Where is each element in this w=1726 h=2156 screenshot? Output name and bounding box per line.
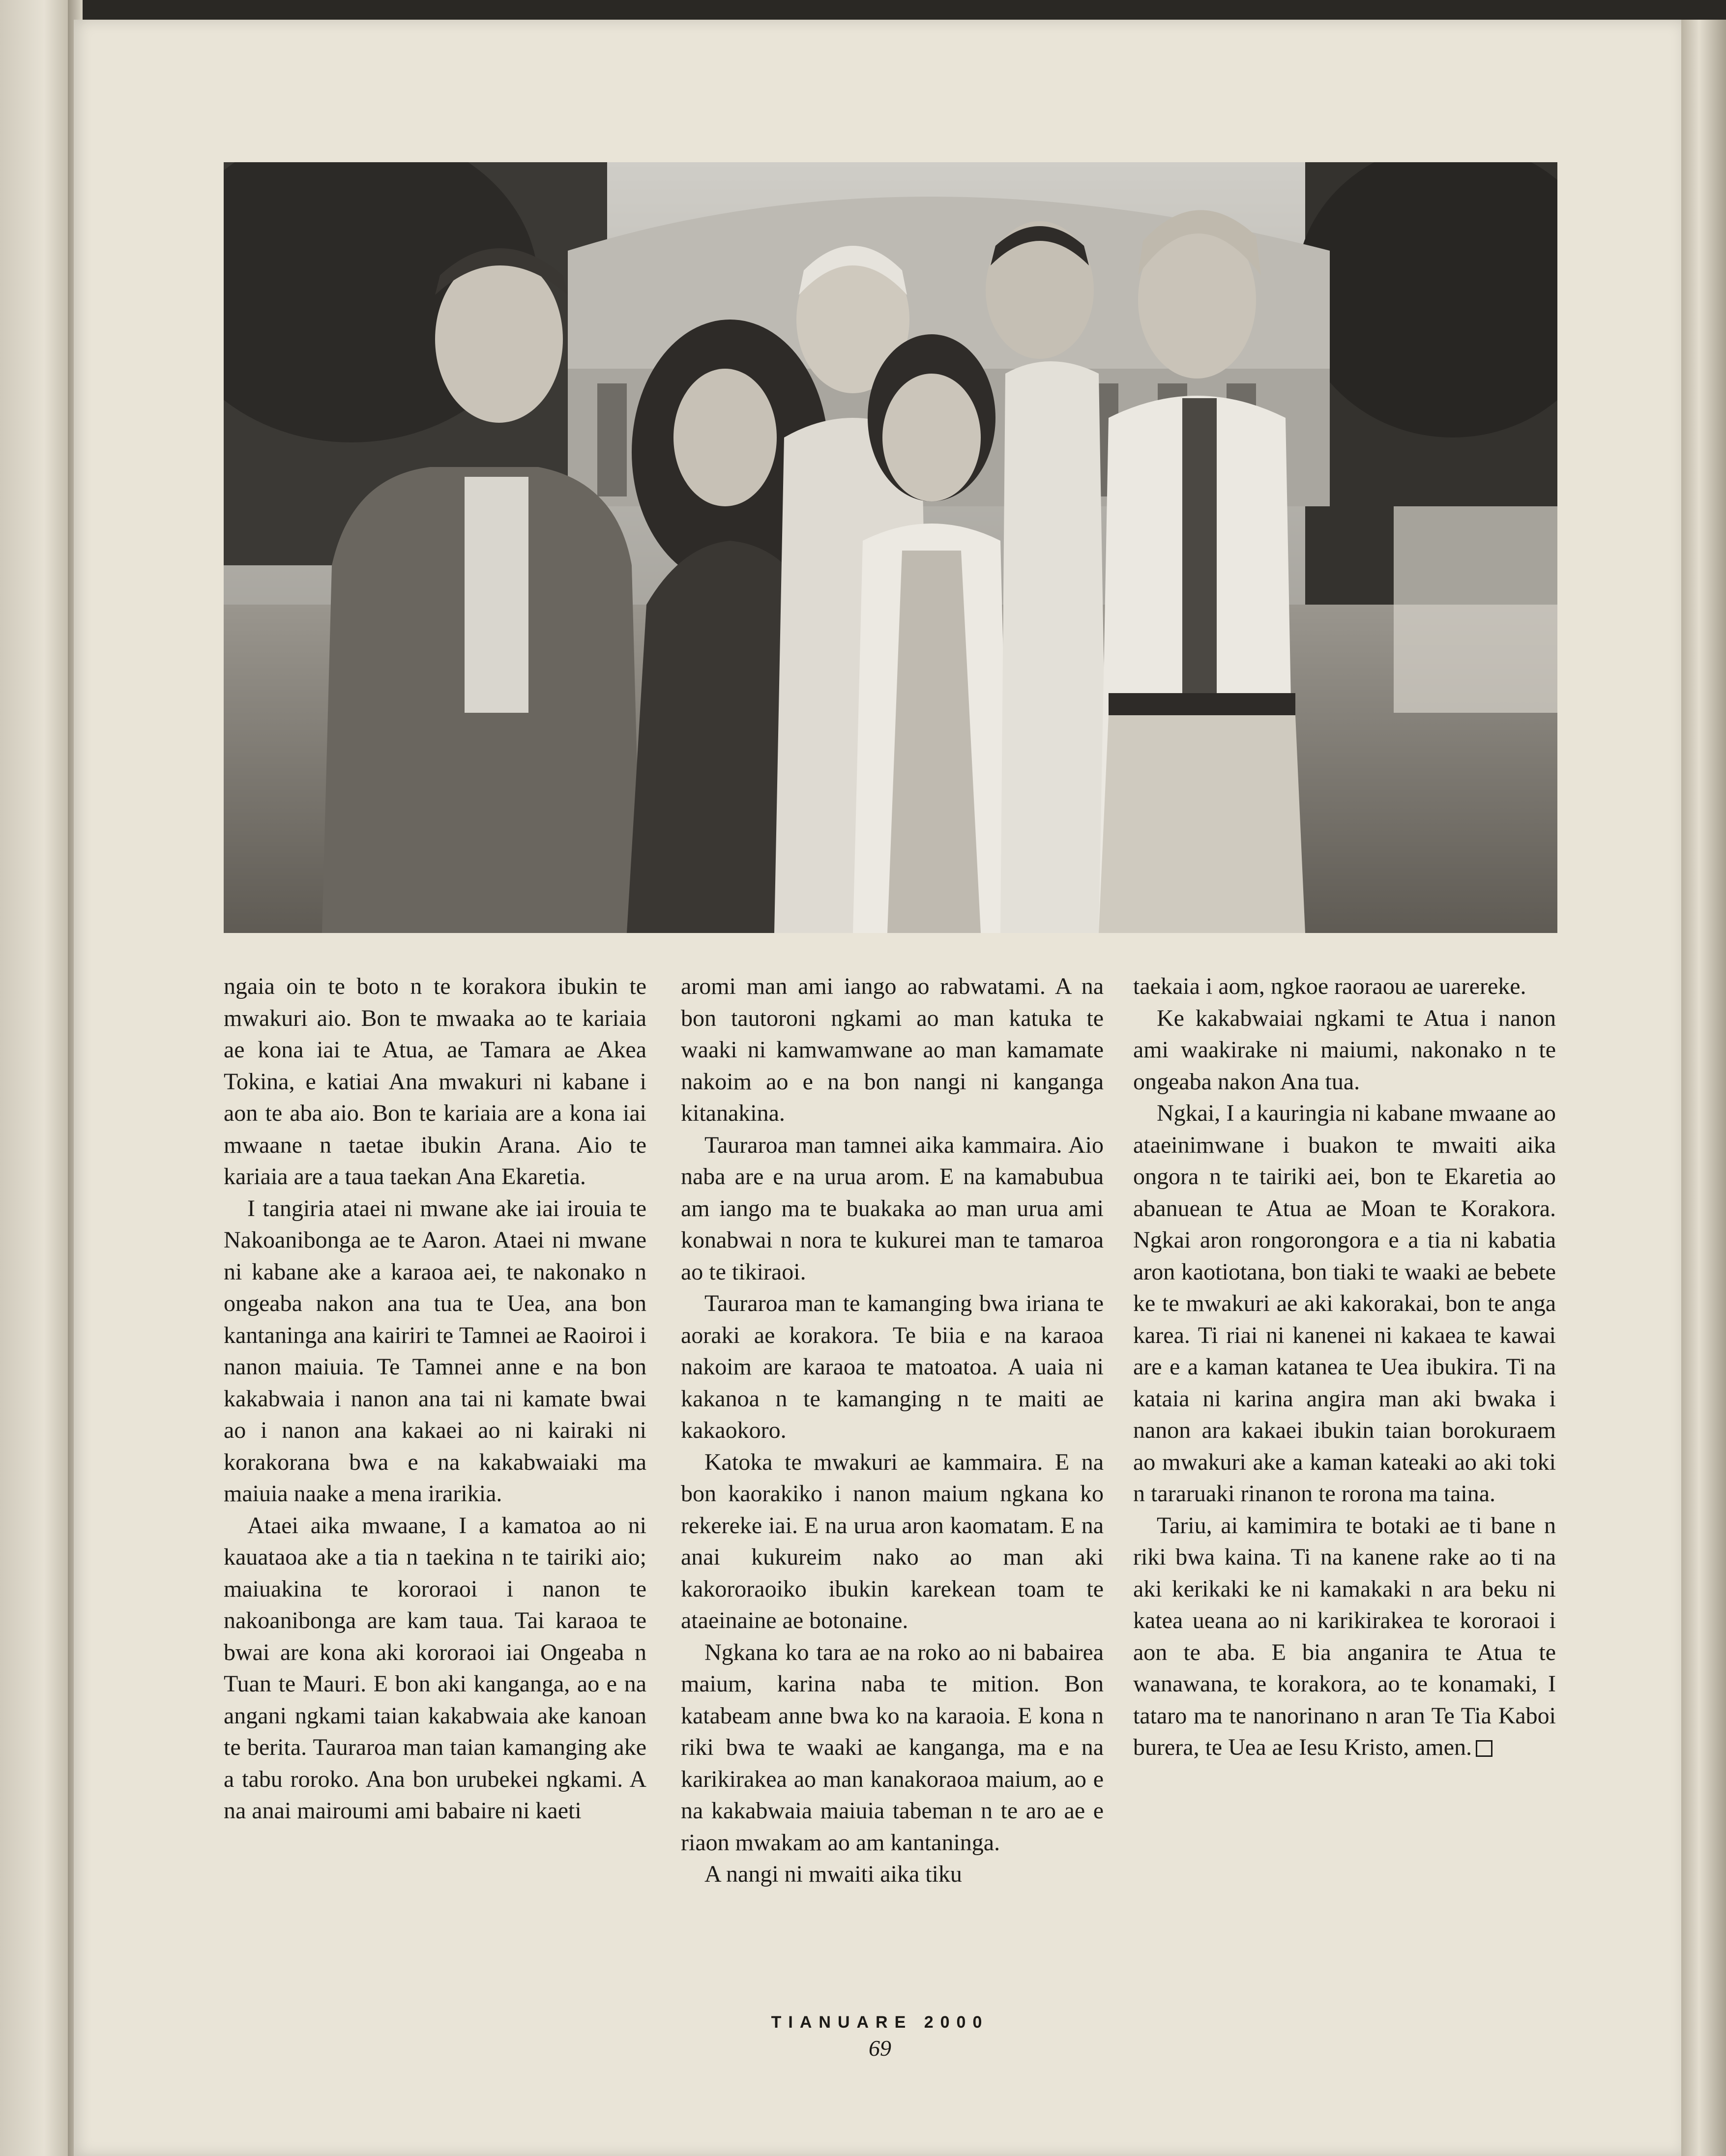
group-photo: [224, 162, 1557, 933]
magazine-issue-title: TIANUARE 2000: [771, 2013, 989, 2032]
text-column-1: [224, 971, 646, 1827]
paragraph: Ke kakabwaiai ngkami te Atua i nanon ami waakirake ni maiumi, nakonako n te ongeaba nakon Ana tua.: [1133, 1005, 1556, 1095]
paragraph: taekaia i aom, ngkoe raoraou ae uarereke.: [1133, 973, 1526, 999]
paragraph: Tauraroa man tamnei aika kammaira. Aio naba are e na urua arom. E na kamabubua am iango ma te buakaka ao man urua ami konabwai n nora te kukurei man te tamaroa ao te tikiraoi.: [681, 1132, 1104, 1285]
text-column-3: [1133, 971, 1556, 1764]
text-column-2: [681, 971, 1104, 1891]
paragraph: I tangiria ataei ni mwane ake iai irouia te Nakoanibonga ae te Aaron. Ataei ni mwane ni kabane ake a karaoa aei, te nakonako n ongeaba nakon ana tua te Uea, ana bon kantaninga ana kairiri te Tamnei ae Raoiroi i nanon maiuia. Te Tamnei anne e na bon kakabwaia i nanon ana tai ni kamate bwai ao i nanon ana kakaei ao ni kairaki ni korakorana bwa e na kakabwaiaki ma maiuia naake a mena irarikia.: [224, 1195, 646, 1507]
paragraph: Ataei aika mwaane, I a kamatoa ao ni kauataoa ake a tia n taekina n te tairiki aio; maiuakina te kororaoi i nanon te nakoanibonga are kam taua. Tai karaoa te bwai are kona aki kororaoi iai Ongeaba n Tuan te Mauri. E bon aki kanganga, ao e na angani ngkami taian kakabwaia ake kanoan te berita. Tauraroa man taian kamanging ake a tabu roroko. Ana bon urubekei ngkami. A na anai mairoumi ami babaire ni kaeti: [224, 1512, 646, 1824]
paragraph: Katoka te mwakuri ae kammaira. E na bon kaorakiko i nanon maium ngkana ko rekereke iai. E na urua aron kaomatam. E na anai kukureim nako ao man aki kakororaoiko ibukin karekean toam te ataeinaine ae botonaine.: [681, 1449, 1104, 1633]
paragraph-final-text: Tariu, ai kamimira te botaki ae ti bane n riki bwa kaina. Ti na kanene rake ao ti na aki kerikaki ke ni kamakaki n ara beku ni katea ueana ao ni karikirakea te kororaoi i aon te aba. E bia anganira te Atua te wanawana, te korakora, ao te konamaki, I tataro ma te nanorinano n aran Te Tia Kaboi burera, te Uea ae Iesu Kristo, amen.: [1133, 1512, 1556, 1760]
page-number: 69: [869, 2036, 891, 2061]
right-page-edge: [1681, 20, 1726, 2156]
paragraph: Tauraroa man te kamanging bwa iriana te aoraki ae korakora. Te biia e na karaoa nakoim are karaoa te matoatoa. A uaia ni kakanoa n te kamanging n te maiti ae kakaokoro.: [681, 1290, 1104, 1443]
paragraph: A nangi ni mwaiti aika tiku: [704, 1861, 962, 1887]
paragraph: aromi man ami iango ao rabwatami. A na bon tautoroni ngkami ao man katuka te waaki ni kamwamwane ao man kamamate nakoim ao e na bon nangi ni kanganga kitanakina.: [681, 973, 1104, 1126]
end-mark-icon: [1476, 1740, 1492, 1757]
left-page-edge: [0, 0, 74, 2156]
paragraph-final: [1133, 1510, 1556, 1764]
paragraph: Ngkai, I a kauringia ni kabane mwaane ao ataeinimwane i buakon te mwaiti aika ongora n te tairiki aei, bon te Ekaretia ao abanuean te Atua ae Moan te Korakora. Ngkai aron rongorongora e a tia ni kabatia aron kaotiotana, bon tiaki te waaki ae bebete ke te mwakuri ae aki kakorakai, bon te anga karea. Ti riai ni kanenei ni kakaea te kawai are e a kaman katanea te Uea ibukira. Ti na kataia ni karina angira man aki bwaka i nanon ara kakaei ibukin taian borokuraem ao mwakuri ake a kaman kateaki ao aki toki n tararuaki rinanon te rorona ma taina.: [1133, 1100, 1556, 1507]
paragraph: Ngkana ko tara ae na roko ao ni babairea maium, karina naba te mition. Bon katabeam anne bwa ko na karaoia. E kona n riki bwa te waaki ae kanganga, ma e na karikirakea ao man kanakoraoa maium, ao e na kakabwaia maiuia tabeman n te aro ae e riaon mwakam ao am kantaninga.: [681, 1639, 1104, 1856]
paragraph: ngaia oin te boto n te korakora ibukin te mwakuri aio. Bon te mwaaka ao te kariaia ae kona iai te Atua, ae Tamara ae Akea Tokina, e katiai Ana mwakuri ni kabane i aon te aba aio. Bon te kariaia are a kona iai mwaane n taetae ibukin Arana. Aio te kariaia are a taua taekan Ana Ekaretia.: [224, 973, 646, 1190]
group-photo-icon: [224, 162, 1557, 933]
